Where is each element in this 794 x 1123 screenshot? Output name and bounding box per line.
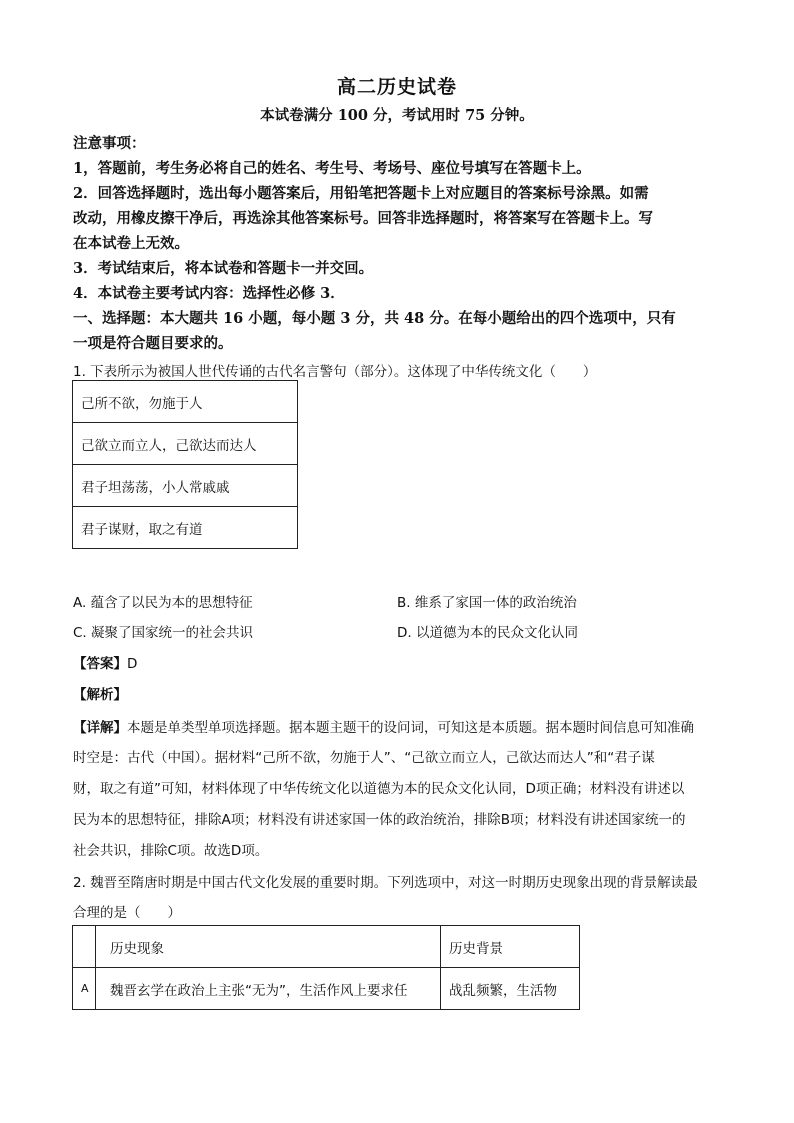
- option-a: A. 蕴含了以民为本的思想特征: [73, 595, 253, 611]
- row-label: A: [73, 968, 96, 1010]
- notes-line: 2．回答选择题时，选出每小题答案后，用铅笔把答题卡上对应题目的答案标号涂黑。如需: [73, 185, 649, 202]
- table-header-row: [73, 926, 580, 968]
- header-cell: 历史背景: [441, 926, 580, 968]
- detail-line: 民为本的思想特征，排除A项；材料没有讲述家国一体的政治统治，排除B项；材料没有讲述国家统一的: [73, 812, 686, 828]
- option-c: C. 凝聚了国家统一的社会共识: [73, 625, 254, 641]
- section-heading: 一、选择题：本大题共 16 小题，每小题 3 分，共 48 分。在每小题给出的四个选项中，只有: [73, 310, 676, 327]
- table-cell: 魏晋玄学在政治上主张“无为”，生活作风上要求任: [96, 968, 441, 1010]
- notes-line: 在本试卷上无效。: [73, 235, 189, 252]
- notes-line: 4．本试卷主要考试内容：选择性必修 3．: [73, 285, 345, 302]
- question-1-stem: 1. 下表所示为被国人世代传诵的古代名言警句（部分）。这体现了中华传统文化（ ）: [73, 364, 597, 380]
- question-2-table: [72, 925, 580, 1010]
- table-cell: 战乱频繁，生活物: [441, 968, 580, 1010]
- notes-line: 1，答题前，考生务必将自己的姓名、考生号、考场号、座位号填写在答题卡上。: [73, 160, 591, 177]
- question-1-table: [72, 380, 298, 549]
- answer-value: D: [127, 656, 138, 672]
- answer-tag: 【答案】: [73, 656, 127, 672]
- question-2-stem: 2. 魏晋至隋唐时期是中国古代文化发展的重要时期。下列选项中，对这一时期历史现象出现的背景解读最: [73, 875, 698, 891]
- exam-subtitle: 本试卷满分 100 分，考试用时 75 分钟。: [260, 107, 534, 124]
- table-cell: 己所不欲，勿施于人: [73, 381, 298, 423]
- header-cell: [73, 926, 96, 968]
- detail-tag: 【详解】: [73, 720, 127, 736]
- analysis-tag: 【解析】: [73, 687, 127, 703]
- table-cell: 君子谋财，取之有道: [73, 507, 298, 549]
- header-cell: 历史现象: [96, 926, 441, 968]
- detail-line: 社会共识，排除C项。故选D项。: [73, 843, 269, 859]
- answer-line: [73, 652, 137, 672]
- detail-line: 时空是：古代（中国）。据材料“己所不欲，勿施于人”、“己欲立而立人，己欲达而达人”和“君子谋: [73, 750, 655, 766]
- option-b: B. 维系了家国一体的政治统治: [397, 595, 577, 611]
- notes-heading: 注意事项：: [73, 135, 146, 152]
- detail-line: 财，取之有道”可知，材料体现了中华传统文化以道德为本的民众文化认同，D项正确；材料没有讲述以: [73, 781, 685, 797]
- table-row: [73, 968, 580, 1010]
- question-2-stem-cont: 合理的是（ ）: [73, 905, 181, 921]
- table-cell: 己欲立而立人，己欲达而达人: [73, 423, 298, 465]
- table-cell: 君子坦荡荡，小人常戚戚: [73, 465, 298, 507]
- detail-line: [73, 716, 694, 736]
- page-title: 高二历史试卷: [336, 76, 457, 98]
- notes-line: 改动，用橡皮擦干净后，再选涂其他答案标号。回答非选择题时，将答案写在答题卡上。写: [73, 210, 653, 227]
- option-d: D. 以道德为本的民众文化认同: [397, 625, 578, 641]
- detail-text: 本题是单类型单项选择题。据本题主题干的设问词，可知这是本质题。据本题时间信息可知准确: [127, 720, 694, 736]
- notes-line: 3．考试结束后，将本试卷和答题卡一并交回。: [73, 260, 374, 277]
- section-heading-cont: 一项是符合题目要求的。: [73, 335, 233, 352]
